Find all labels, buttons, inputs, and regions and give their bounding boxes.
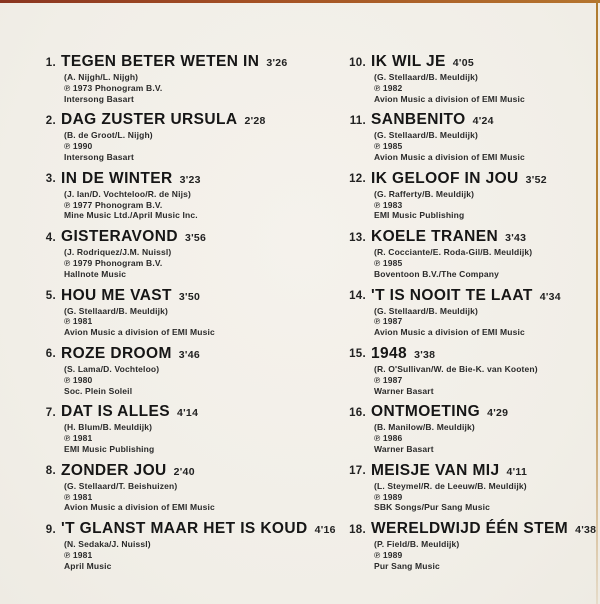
track-writers: (G. Stellaard/B. Meuldijk) [374, 72, 479, 82]
track-body [61, 53, 288, 104]
track-duration: 4'16 [314, 524, 336, 537]
track-pline: ℗ 1989 [374, 491, 403, 502]
track-publisher: Warner Basart [374, 443, 434, 454]
track-pline: ℗ 1981 [64, 316, 93, 327]
track-title: WERELDWIJD ÉÉN STEM [371, 520, 569, 538]
track-pline: ℗ 1981 [64, 433, 93, 444]
track-title: DAG ZUSTER URSULA [61, 111, 238, 129]
track-title: 'T IS NOOIT TE LAAT [371, 286, 533, 304]
track-title: ZONDER JOU [61, 461, 167, 479]
track-duration: 3'52 [525, 173, 547, 186]
track-title-line [61, 462, 215, 481]
track-pline: ℗ 1982 [374, 82, 403, 93]
track-publisher: Soc. Plein Soleil [64, 385, 133, 396]
track-title: KOELE TRANEN [371, 228, 499, 246]
track-title-line [61, 345, 200, 364]
track-body [61, 345, 200, 396]
track-title-line [61, 287, 215, 306]
track-duration: 4'05 [452, 57, 475, 69]
track-item [344, 520, 600, 571]
track-duration: 3'26 [266, 57, 288, 69]
track-duration: 4'24 [472, 115, 494, 128]
track-body [371, 53, 525, 104]
scan-top-border [0, 0, 600, 3]
track-pline: ℗ 1985 [374, 141, 403, 152]
track-title: GISTERAVOND [61, 228, 178, 246]
track-writers: (A. Nijgh/L. Nijgh) [64, 72, 139, 82]
track-pline: ℗ 1973 Phonogram B.V. [64, 82, 163, 93]
track-pline: ℗ 1981 [64, 491, 93, 502]
track-duration: 3'43 [505, 232, 527, 245]
track-writers: (G. Stellaard/B. Meuldijk) [374, 305, 479, 316]
track-item [34, 228, 344, 279]
track-publisher: Avion Music a division of EMI Music [64, 502, 215, 513]
track-pline: ℗ 1989 [374, 549, 403, 560]
track-title-line [371, 403, 508, 422]
track-publisher: April Music [64, 560, 112, 571]
track-title: MEISJE VAN MIJ [371, 461, 500, 479]
track-body [61, 287, 215, 338]
track-title: TEGEN BETER WETEN IN [61, 53, 260, 70]
track-title-line [371, 228, 532, 247]
track-number: 8. [45, 465, 56, 478]
track-item [344, 228, 600, 279]
track-publisher: Avion Music a division of EMI Music [374, 151, 525, 162]
track-publisher: Avion Music a division of EMI Music [64, 327, 215, 338]
track-title-line [61, 520, 336, 539]
track-duration: 3'46 [178, 348, 200, 361]
track-duration: 4'38 [575, 524, 597, 537]
track-publisher: Boventoon B.V./The Company [374, 268, 499, 279]
track-item [34, 520, 344, 571]
track-number: 13. [349, 231, 366, 244]
track-title: ONTMOETING [371, 403, 481, 421]
track-body [61, 228, 206, 279]
track-title-line [371, 287, 561, 306]
track-pline: ℗ 1987 [374, 316, 403, 327]
track-duration: 3'56 [184, 232, 207, 245]
track-writers: (B. de Groot/L. Nijgh) [64, 130, 153, 141]
track-item [344, 53, 600, 104]
track-number: 14. [349, 290, 366, 303]
track-publisher: Avion Music a division of EMI Music [374, 93, 525, 104]
track-publisher: EMI Music Publishing [374, 210, 465, 221]
track-title: DAT IS ALLES [61, 403, 170, 421]
track-title: IN DE WINTER [61, 169, 173, 187]
track-number: 18. [349, 523, 366, 536]
track-writers: (N. Sedaka/J. Nuissl) [64, 539, 151, 550]
track-body [371, 228, 532, 279]
track-title-line [61, 111, 266, 130]
track-title-line [371, 520, 596, 539]
track-duration: 3'50 [178, 290, 201, 303]
track-body [61, 462, 215, 513]
track-writers: (R. O'Sullivan/W. de Bie-K. van Kooten) [374, 363, 538, 374]
track-writers: (R. Cocciante/E. Roda-Gil/B. Meuldijk) [374, 247, 533, 258]
track-number: 15. [349, 348, 366, 361]
track-duration: 4'11 [506, 465, 528, 478]
track-number: 6. [45, 348, 56, 361]
track-title: ROZE DROOM [61, 344, 172, 362]
track-writers: (J. Ian/D. Vochteloo/R. de Nijs) [64, 188, 191, 199]
track-writers: (G. Stellaard/T. Beishuizen) [64, 480, 178, 491]
track-item [344, 345, 600, 396]
track-publisher: Warner Basart [374, 385, 434, 396]
track-body [371, 170, 547, 221]
track-pline: ℗ 1983 [374, 199, 403, 210]
track-pline: ℗ 1981 [64, 549, 93, 560]
track-publisher: Mine Music Ltd./April Music Inc. [64, 210, 198, 221]
track-number: 2. [45, 114, 56, 127]
track-duration: 2'40 [173, 465, 195, 478]
track-item [344, 462, 600, 513]
track-publisher: Hallnote Music [64, 268, 127, 279]
track-number: 17. [349, 465, 366, 478]
track-number: 11. [349, 114, 366, 127]
track-pline: ℗ 1980 [64, 374, 93, 385]
track-body [61, 403, 198, 454]
track-publisher: Intersong Basart [64, 151, 134, 162]
track-pline: ℗ 1986 [374, 433, 403, 444]
track-duration: 4'34 [539, 290, 561, 303]
track-title: HOU ME VAST [61, 286, 172, 304]
track-title-line [61, 53, 288, 72]
track-title-line [371, 53, 525, 72]
track-item [34, 287, 344, 338]
track-title-line [61, 403, 198, 422]
track-writers: (G. Stellaard/B. Meuldijk) [374, 130, 479, 141]
track-item [34, 111, 344, 162]
track-body [371, 287, 561, 338]
track-title: 'T GLANST MAAR HET IS KOUD [61, 520, 308, 538]
track-item [34, 403, 344, 454]
track-body [371, 462, 527, 513]
track-duration: 4'14 [177, 407, 199, 420]
track-writers: (B. Manilow/B. Meuldijk) [374, 422, 475, 433]
track-title-line [371, 462, 527, 481]
track-writers: (G. Rafferty/B. Meuldijk) [374, 188, 475, 199]
track-publisher: SBK Songs/Pur Sang Music [374, 502, 491, 513]
track-body [61, 111, 266, 162]
track-item [34, 170, 344, 221]
track-writers: (S. Lama/D. Vochteloo) [64, 363, 160, 374]
track-title-line [61, 170, 201, 189]
track-number: 10. [349, 56, 366, 69]
track-body [61, 520, 336, 571]
track-list-right [344, 53, 600, 579]
track-item [34, 345, 344, 396]
track-pline: ℗ 1977 Phonogram B.V. [64, 199, 163, 210]
track-body [371, 111, 525, 162]
track-title-line [371, 345, 538, 364]
track-body [371, 403, 508, 454]
track-item [34, 53, 344, 104]
track-title: IK WIL JE [371, 53, 446, 70]
track-title: IK GELOOF IN JOU [371, 169, 519, 187]
track-title-line [371, 170, 547, 189]
track-body [61, 170, 201, 221]
track-number: 9. [45, 523, 56, 536]
scan-right-border [596, 0, 598, 604]
track-publisher: Pur Sang Music [374, 560, 440, 571]
track-writers: (H. Blum/B. Meuldijk) [64, 422, 153, 433]
track-item [344, 403, 600, 454]
track-list-left [34, 53, 344, 579]
track-item [344, 287, 600, 338]
track-title-line [61, 228, 206, 247]
track-number: 4. [45, 231, 56, 244]
track-title-line [371, 111, 525, 130]
track-body [371, 345, 538, 396]
track-item [344, 111, 600, 162]
track-title: 1948 [371, 344, 408, 362]
track-title: SANBENITO [371, 111, 466, 129]
track-duration: 4'29 [487, 407, 509, 420]
track-pline: ℗ 1987 [374, 374, 403, 385]
track-item [344, 170, 600, 221]
track-body [371, 520, 596, 571]
track-pline: ℗ 1985 [374, 257, 403, 268]
track-number: 3. [45, 173, 56, 186]
track-number: 12. [349, 173, 366, 186]
track-writers: (J. Rodriquez/J.M. Nuissl) [64, 247, 172, 258]
track-writers: (G. Stellaard/B. Meuldijk) [64, 305, 169, 316]
track-writers: (L. Steymel/R. de Leeuw/B. Meuldijk) [374, 480, 527, 491]
track-publisher: Avion Music a division of EMI Music [374, 327, 525, 338]
track-number: 1. [45, 56, 56, 69]
track-publisher: Intersong Basart [64, 93, 134, 104]
track-item [34, 462, 344, 513]
track-pline: ℗ 1979 Phonogram B.V. [64, 257, 163, 268]
track-number: 16. [349, 406, 366, 419]
track-number: 5. [45, 290, 56, 303]
track-writers: (P. Field/B. Meuldijk) [374, 539, 460, 550]
track-duration: 2'28 [244, 115, 266, 128]
track-number: 7. [45, 406, 56, 419]
track-duration: 3'38 [414, 348, 436, 361]
track-duration: 3'23 [179, 173, 201, 186]
track-publisher: EMI Music Publishing [64, 443, 155, 454]
track-pline: ℗ 1990 [64, 141, 93, 152]
